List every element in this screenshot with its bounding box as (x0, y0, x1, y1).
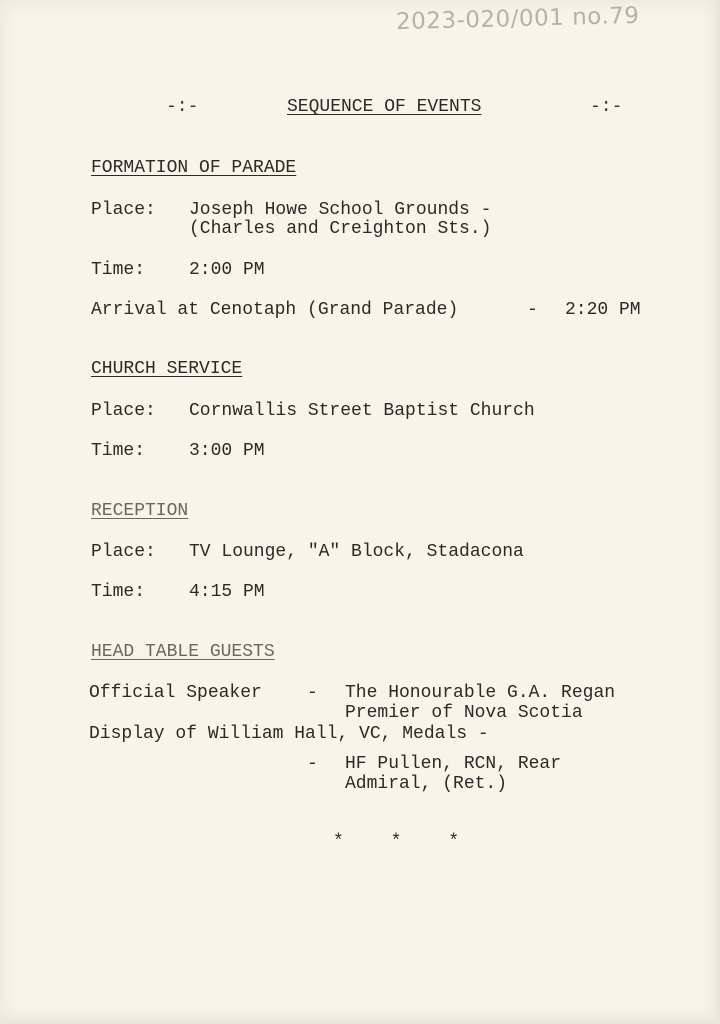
reception-place-value: TV Lounge, "A" Block, Stadacona (189, 542, 524, 562)
page-title: SEQUENCE OF EVENTS (287, 97, 482, 117)
church-place-value: Cornwallis Street Baptist Church (189, 401, 535, 421)
formation-heading: FORMATION OF PARADE (91, 158, 297, 178)
church-time-value: 3:00 PM (189, 441, 265, 461)
formation-time-label: Time: (91, 260, 146, 280)
formation-place-line1: Joseph Howe School Grounds - (189, 200, 492, 220)
display-label: Display of William Hall, VC, Medals - (89, 724, 489, 744)
church-place-label: Place: (91, 401, 156, 421)
display-line1: HF Pullen, RCN, Rear (345, 754, 562, 774)
church-time-label: Time: (91, 441, 146, 461)
arrival-dash: - (527, 300, 538, 320)
header-left-mark: -:- (166, 97, 199, 117)
speaker-label: Official Speaker (89, 683, 262, 703)
formation-place-label: Place: (91, 200, 156, 220)
formation-time-value: 2:00 PM (189, 260, 265, 280)
reception-time-label: Time: (91, 582, 146, 602)
speaker-line2: Premier of Nova Scotia (345, 703, 583, 723)
display-line2: Admiral, (Ret.) (345, 774, 508, 794)
archive-number: 2023-020/001 no.79 (395, 2, 640, 36)
display-dash: - (307, 754, 318, 774)
speaker-line1: The Honourable G.A. Regan (345, 683, 616, 703)
reception-place-label: Place: (91, 542, 156, 562)
end-asterisks: * * * (333, 832, 478, 852)
church-heading: CHURCH SERVICE (91, 359, 243, 379)
reception-heading: RECEPTION (91, 501, 189, 521)
head-table-heading: HEAD TABLE GUESTS (91, 642, 275, 662)
reception-time-value: 4:15 PM (189, 582, 265, 602)
arrival-text: Arrival at Cenotaph (Grand Parade) (91, 300, 459, 320)
header-right-mark: -:- (590, 97, 623, 117)
formation-place-line2: (Charles and Creighton Sts.) (189, 219, 492, 239)
speaker-dash: - (307, 683, 318, 703)
arrival-time: 2:20 PM (565, 300, 641, 320)
